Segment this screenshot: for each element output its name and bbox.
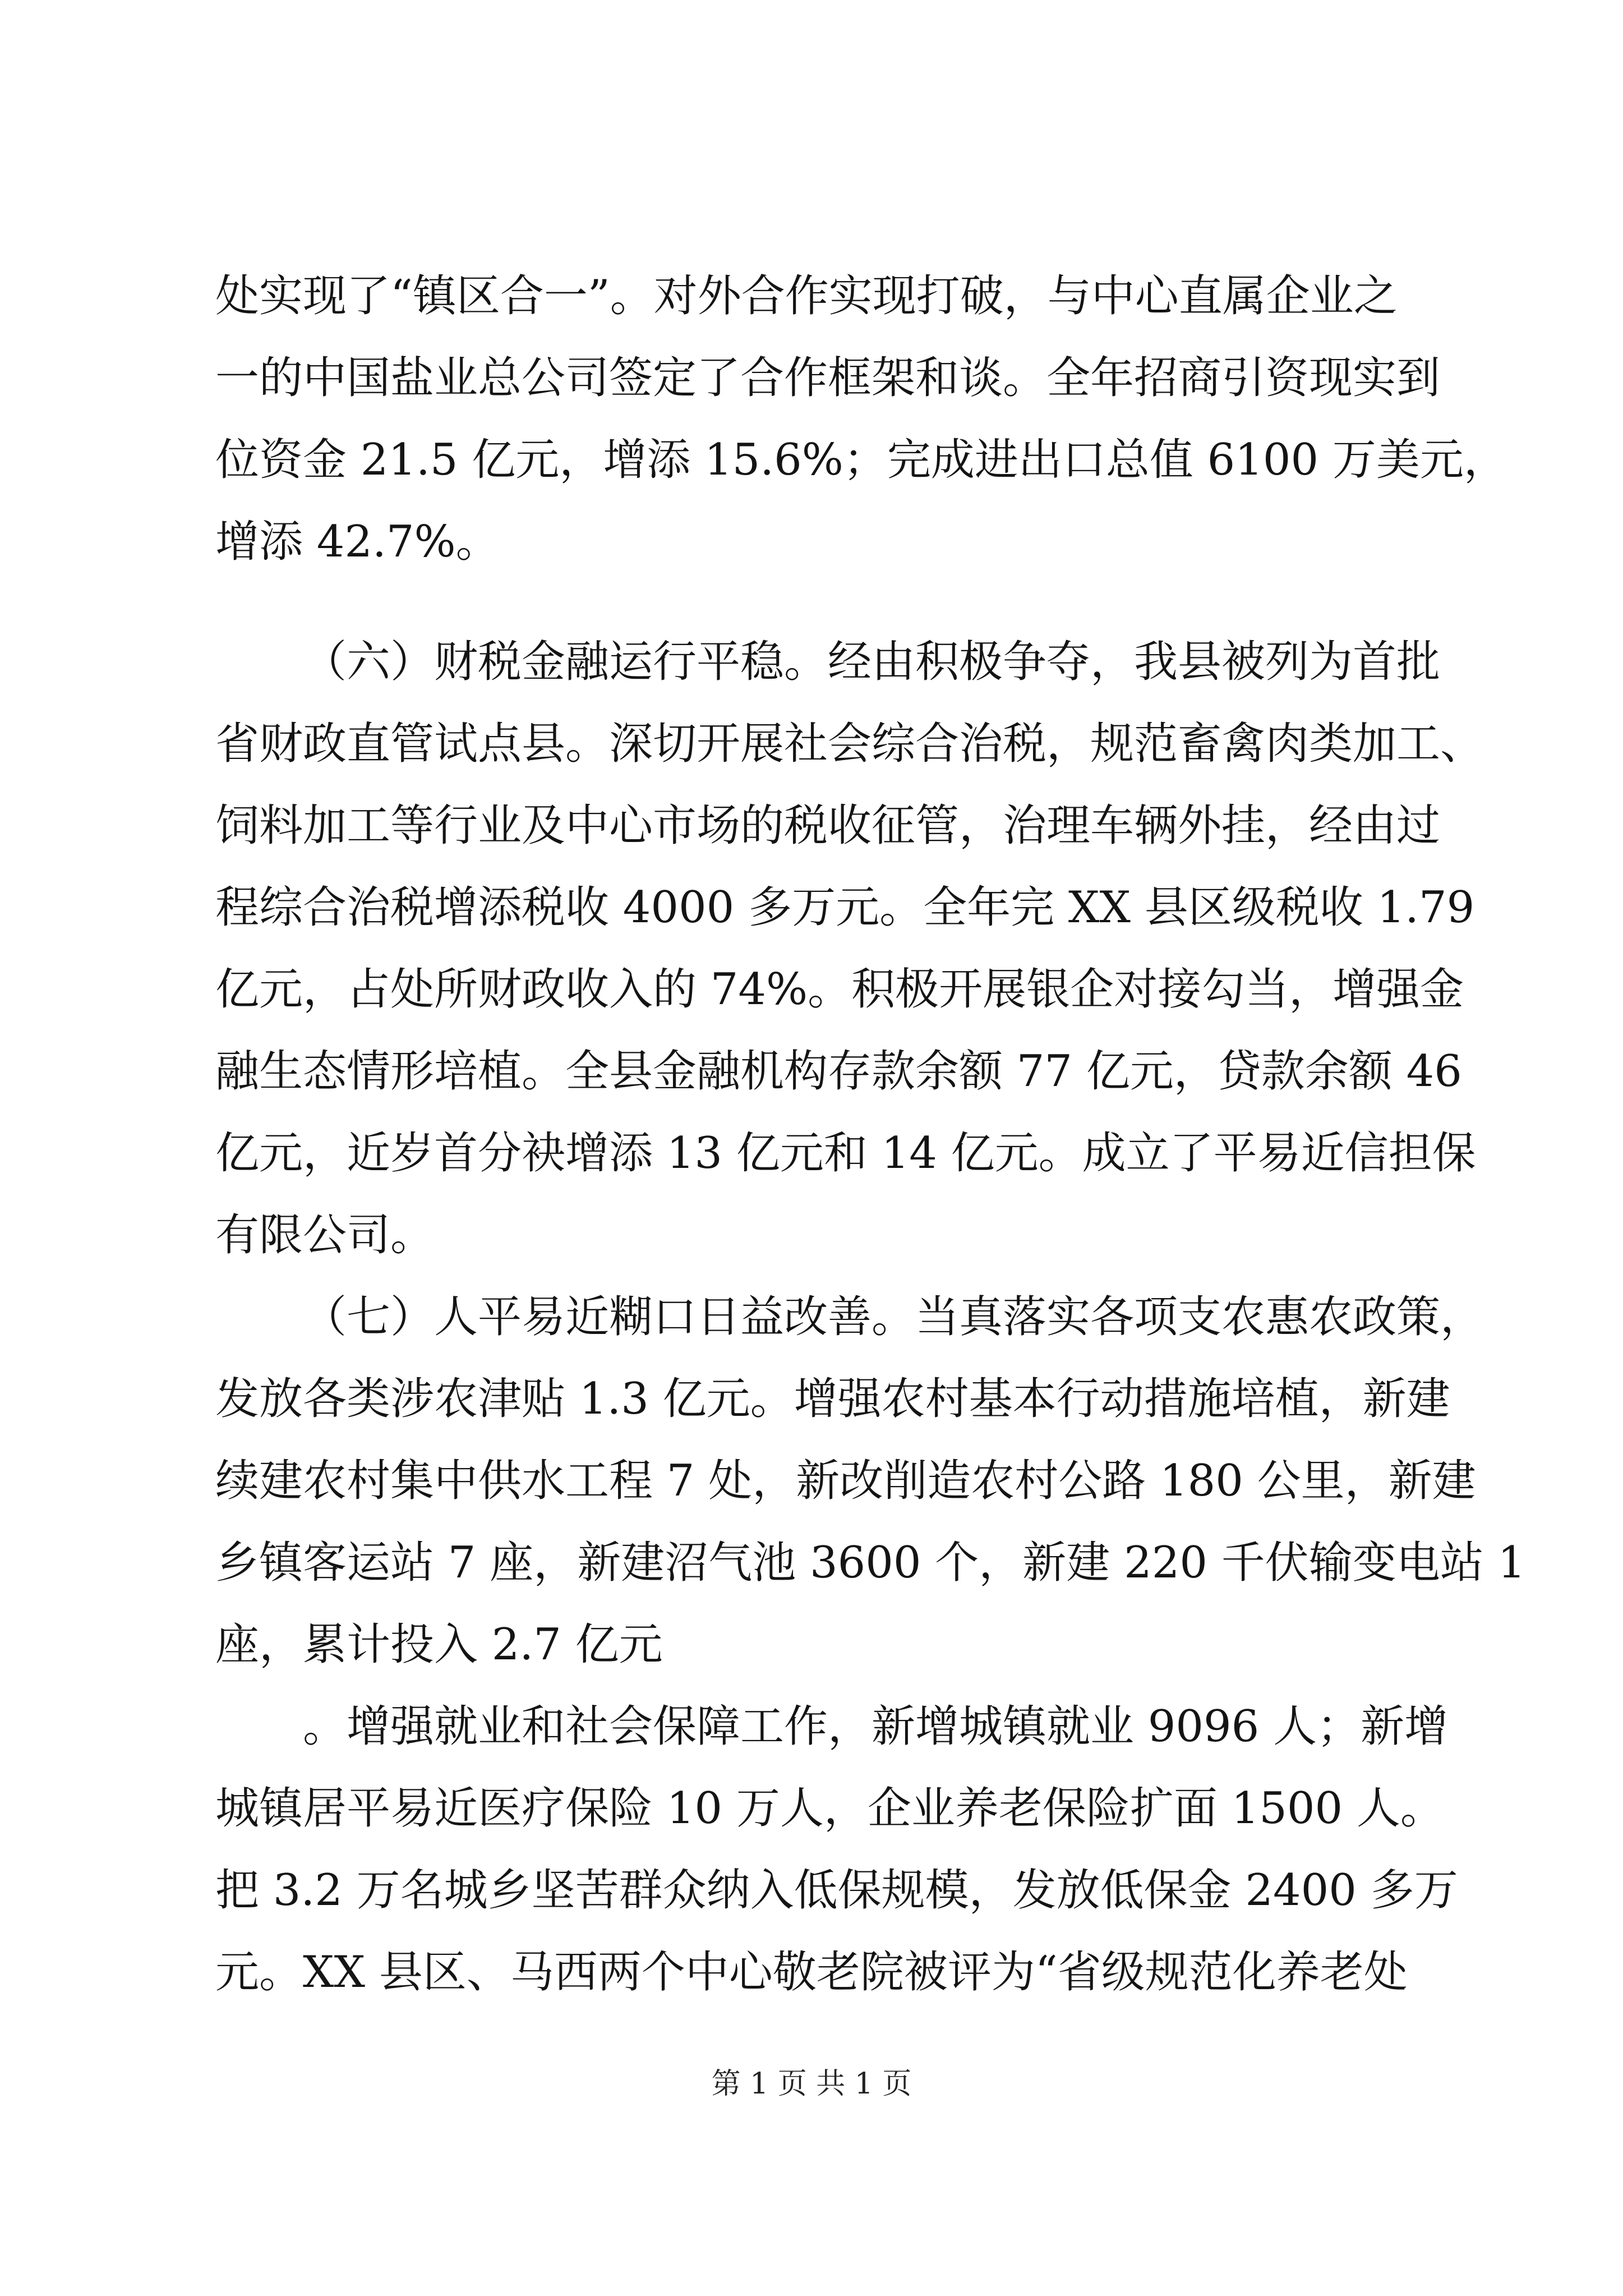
text-line-12: 有限公司。 <box>215 1210 435 1260</box>
text-line-16: 乡镇客运站 7 座，新建沼气池 3600 个，新建 220 千伏输变电站 1 <box>215 1538 1526 1588</box>
page-number-footer: 第 1 页 共 1 页 <box>711 2067 912 2101</box>
text-line-6: 省财政直管试点县。深切开展社会综合治税，规范畜禽肉类加工、 <box>215 719 1484 769</box>
text-line-8: 程综合治税增添税收 4000 多万元。全年完 XX 县区级税收 1.79 <box>215 882 1475 933</box>
text-line-21: 元。XX 县区、马西两个中心敬老院被评为“省级规范化养老处 <box>215 1947 1408 1998</box>
text-line-2: 一的中国盐业总公司签定了合作框架和谈。全年招商引资现实到 <box>215 353 1441 403</box>
text-line-10: 融生态情形培植。全县金融机构存款余额 77 亿元，贷款余额 46 <box>215 1046 1462 1097</box>
text-line-17: 座，累计投入 2.7 亿元 <box>215 1619 663 1670</box>
text-line-3: 位资金 21.5 亿元，增添 15.6%；完成进出口总值 6100 万美元， <box>215 435 1507 485</box>
text-line-4: 增添 42.7%。 <box>215 517 500 567</box>
text-line-20: 把 3.2 万名城乡坚苦群众纳入低保规模，发放低保金 2400 多万 <box>215 1865 1458 1916</box>
text-line-15: 续建农村集中供水工程 7 处，新改削造农村公路 180 公里，新建 <box>215 1456 1476 1506</box>
text-line-14: 发放各类涉农津贴 1.3 亿元。增强农村基本行动措施培植，新建 <box>215 1374 1450 1424</box>
text-line-11: 亿元，近岁首分袂增添 13 亿元和 14 亿元。成立了平易近信担保 <box>215 1128 1476 1179</box>
section-seven-heading-line: （七）人平易近糊口日益改善。当真落实各项支农惠农政策， <box>303 1292 1484 1342</box>
text-line-19: 城镇居平易近医疗保险 10 万人，企业养老保险扩面 1500 人。 <box>215 1783 1444 1834</box>
text-line-9: 亿元，占处所财政收入的 74%。积极开展银企对接勾当，增强金 <box>215 964 1464 1015</box>
text-line-7: 饲料加工等行业及中心市场的税收征管，治理车辆外挂，经由过 <box>215 800 1441 851</box>
text-line-1: 处实现了“镇区合一”。对外合作实现打破，与中心直属企业之 <box>215 271 1398 321</box>
text-line-18: 。增强就业和社会保障工作，新增城镇就业 9096 人；新增 <box>303 1701 1449 1752</box>
section-six-heading-line: （六）财税金融运行平稳。经由积极争夺，我县被列为首批 <box>303 637 1441 687</box>
